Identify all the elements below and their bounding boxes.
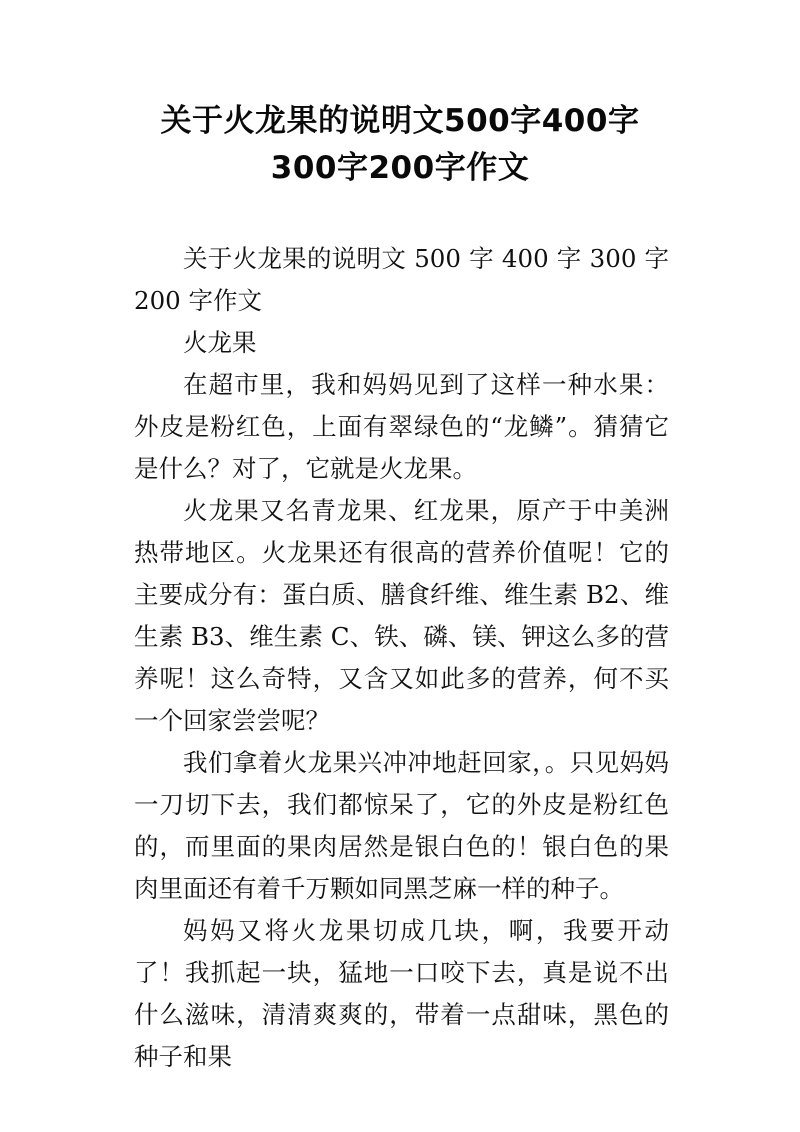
document-body <box>134 238 669 1078</box>
paragraph-4: 妈妈又将火龙果切成几块，啊，我要开动了！我抓起一块，猛地一口咬下去，真是说不出什么滋味，清清爽爽的，带着一点甜味，黑色的种子和果 <box>134 916 669 1071</box>
paragraph-1: 在超市里，我和妈妈见到了这样一种水果：外皮是粉红色，上面有翠绿色的“龙鳞”。猜猜它是什么？对了，它就是火龙果。 <box>134 370 669 483</box>
paragraph-3: 我们拿着火龙果兴冲冲地赶回家，。只见妈妈一刀切下去，我们都惊呆了，它的外皮是粉红色的，而里面的果肉居然是银白色的！银白色的果肉里面还有着千万颗如同黑芝麻一样的种子。 <box>134 748 669 903</box>
document-title <box>100 98 700 192</box>
paragraph-2: 火龙果又名青龙果、红龙果，原产于中美洲热带地区。火龙果还有很高的营养价值呢！它的主要成分有：蛋白质、膳食纤维、维生素 B2、维生素 B3、维生素 C、铁、磷、镁、钾这么多的营养呢！这么奇特，又含又如此多的营养，何不买一个回家尝尝呢？ <box>134 496 669 735</box>
paragraph-subtitle: 关于火龙果的说明文 500 字 400 字 300 字 200 字作文 <box>134 244 669 315</box>
paragraph-heading: 火龙果 <box>183 328 257 357</box>
title-line-1: 关于火龙果的说明文500字400字 <box>160 103 640 139</box>
title-line-2: 300字200字作文 <box>270 150 530 186</box>
